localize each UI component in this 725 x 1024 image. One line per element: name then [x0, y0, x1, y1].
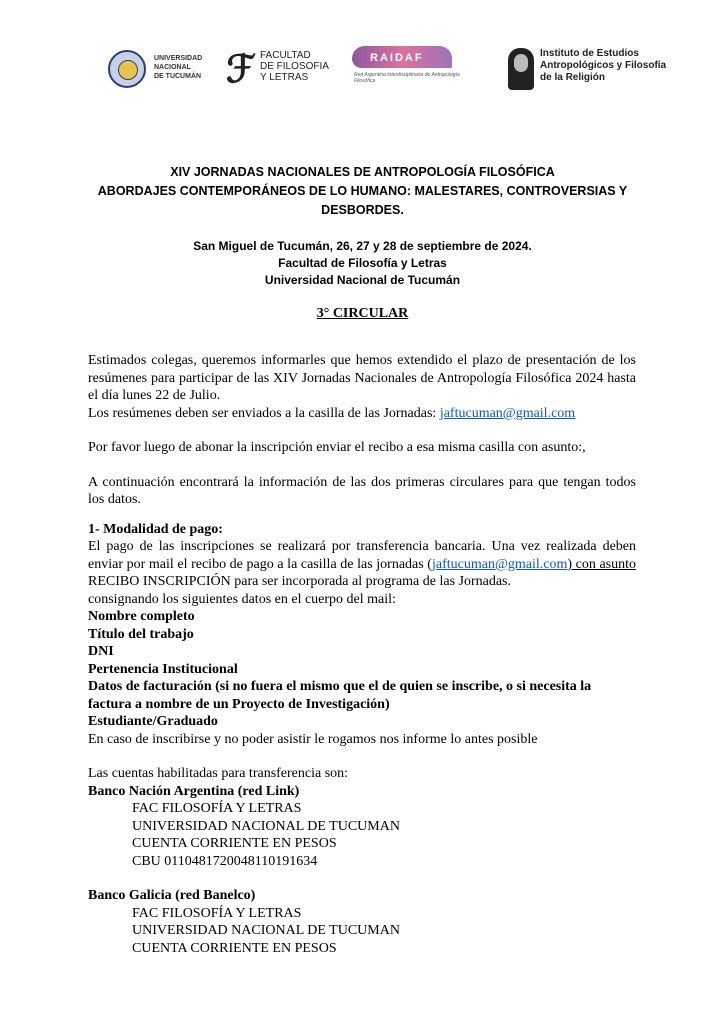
payment-text: RECIBO INSCRIPCIÓN para ser incorporada al programa de las Jornadas.: [88, 574, 512, 589]
bank-detail: CUENTA CORRIENTE EN PESOS: [132, 940, 337, 956]
event-date: San Miguel de Tucumán, 26, 27 y 28 de septiembre de 2024.: [193, 239, 532, 253]
document-body: [88, 352, 636, 957]
event-place: [60, 238, 665, 289]
payment-email-link[interactable]: jaftucuman@gmail.com: [431, 556, 568, 572]
payment-heading: 1- Modalidad de pago:: [88, 521, 223, 537]
event-subtitle: ABORDAJES CONTEMPORÁNEOS DE LO HUMANO: MALESTARES, CONTROVERSIAS Y DESBORDES.: [97, 184, 628, 217]
unt-logo-text: [154, 54, 202, 81]
accounts-intro: Las cuentas habilitadas para transferencia son:: [88, 766, 349, 781]
field-item: Pertenencia Institucional: [88, 661, 238, 677]
field-item: Nombre completo: [88, 609, 195, 624]
unt-line: UNIVERSIDAD: [154, 55, 203, 62]
event-university: Universidad Nacional de Tucumán: [264, 273, 461, 287]
field-item: Estudiante/Graduado: [88, 714, 218, 729]
event-title: [60, 163, 665, 220]
payment-text-underlined: ) con asunto: [567, 556, 637, 572]
payment-fields-intro: consignando los siguientes datos en el cuerpo del mail:: [88, 591, 396, 607]
ffl-line: DE FILOSOFIA: [260, 61, 329, 72]
institute-logo: [508, 40, 668, 100]
payment-text: El pago de las inscripciones se realizará por transferencia bancaria. Una vez realizada deben enviar por mail el recibo de pago a la casilla de las jornadas (: [88, 539, 636, 572]
raidaf-logo: [352, 40, 462, 100]
bank-detail: FAC FILOSOFÍA Y LETRAS: [132, 905, 302, 921]
inst-line: Antropológicos y Filosofía: [540, 60, 667, 71]
circular-title: 3° CIRCULAR: [316, 306, 409, 321]
ffl-logo-text: [260, 50, 329, 83]
logo-bar: [100, 40, 667, 100]
ffl-line: Y LETRAS: [260, 72, 309, 83]
info-paragraph: A continuación encontrará la información de las dos primeras circulares para que tengan todos los datos.: [88, 474, 636, 507]
intro-paragraph: Estimados colegas, queremos informarles que hemos extendido el plazo de presentación de los resúmenes para participar de las XIV Jornadas Nacionales de Antropología Filosófica 2024 hasta el día lunes 22 de Julio.: [88, 353, 636, 403]
payment-paragraph: [88, 538, 636, 591]
submission-paragraph: [88, 405, 636, 423]
event-faculty: Facultad de Filosofía y Letras: [278, 256, 447, 270]
bank-cbu: CBU 0110481720048110191634: [132, 853, 318, 869]
field-item: DNI: [88, 644, 114, 659]
unt-seal-icon: [108, 50, 146, 88]
email-link[interactable]: jaftucuman@gmail.com: [439, 405, 576, 421]
inst-line: de la Religión: [540, 72, 606, 83]
submission-text: Los resúmenes deben ser enviados a la casilla de las Jornadas:: [88, 405, 440, 421]
bank-name: Banco Galicia (red Banelco): [88, 888, 256, 903]
raidaf-name: RAIDAF: [370, 52, 424, 64]
ffl-mark-icon: ℱ: [226, 49, 256, 91]
bank-detail: UNIVERSIDAD NACIONAL DE TUCUMAN: [132, 923, 400, 938]
field-item: Datos de facturación (si no fuera el mismo que el de quien se inscribe, o si necesita la factura a nombre de un Proyecto de Investigación): [88, 679, 592, 712]
bank-detail: CUENTA CORRIENTE EN PESOS: [132, 836, 337, 851]
raidaf-subtitle: Red Argentina Interdisciplinaria de Antropología Filosófica: [354, 72, 460, 84]
field-item: Título del trabajo: [88, 626, 194, 642]
unt-line: NACIONAL: [154, 64, 191, 71]
ffl-line: FACULTAD: [260, 50, 311, 61]
unt-logo: [108, 40, 233, 100]
ffl-logo: [226, 40, 341, 100]
bank-detail: FAC FILOSOFÍA Y LETRAS: [132, 801, 302, 816]
bank-detail: UNIVERSIDAD NACIONAL DE TUCUMAN: [132, 818, 400, 834]
institute-logo-text: [540, 48, 666, 84]
event-title-line: XIV JORNADAS NACIONALES DE ANTROPOLOGÍA FILOSÓFICA: [170, 165, 555, 179]
unt-line: DE TUCUMÁN: [154, 73, 202, 80]
inst-line: Instituto de Estudios: [540, 48, 639, 59]
bank-name: Banco Nación Argentina (red Link): [88, 783, 300, 799]
attendance-note: En caso de inscribirse y no poder asistir le rogamos nos informe lo antes posible: [88, 731, 538, 747]
receipt-paragraph: Por favor luego de abonar la inscripción enviar el recibo a esa misma casilla con asunto:,: [88, 440, 586, 455]
portrait-icon: [508, 48, 534, 90]
